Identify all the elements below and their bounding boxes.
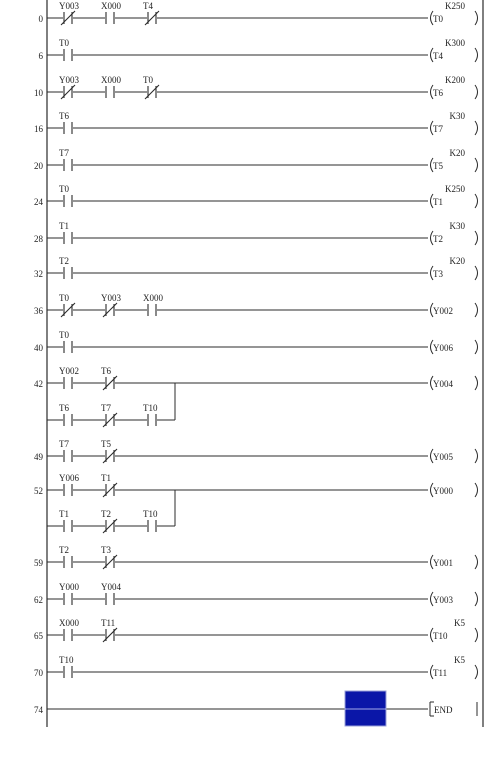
step-number: 65 — [34, 631, 43, 641]
timer-setting: K20 — [449, 148, 465, 158]
contact-label: T2 — [59, 545, 69, 555]
coil-label: Y002 — [433, 306, 453, 316]
rung-10[interactable] — [34, 75, 478, 99]
contact-no[interactable] — [101, 1, 121, 24]
coil-label: T4 — [433, 51, 443, 61]
cursor-highlight — [345, 691, 386, 726]
contact-label: T10 — [59, 655, 74, 665]
coil-Y004[interactable] — [431, 376, 478, 390]
contact-label: Y003 — [59, 1, 79, 11]
contact-label: X000 — [143, 293, 163, 303]
contact-label: T2 — [59, 256, 69, 266]
contact-label: T0 — [59, 330, 69, 340]
contact-no[interactable] — [143, 403, 158, 426]
contact-nc[interactable] — [101, 439, 117, 463]
contact-no[interactable] — [59, 221, 72, 244]
contact-nc[interactable] — [101, 509, 117, 533]
rung-52[interactable] — [34, 473, 478, 533]
coil-T6[interactable] — [431, 75, 478, 99]
coil-Y006[interactable] — [431, 340, 478, 354]
contact-label: X000 — [101, 1, 121, 11]
contact-label: Y006 — [59, 473, 79, 483]
rung-20[interactable] — [34, 148, 478, 172]
coil-T1[interactable] — [431, 184, 478, 208]
step-number: 52 — [34, 486, 43, 496]
step-number: 6 — [38, 51, 43, 61]
contact-no[interactable] — [59, 618, 79, 641]
step-number: 36 — [34, 306, 43, 316]
coil-label: Y000 — [433, 486, 453, 496]
rung-42[interactable] — [34, 366, 478, 427]
contact-label: Y002 — [59, 366, 79, 376]
contact-label: T0 — [143, 75, 153, 85]
rung-28[interactable] — [34, 221, 478, 245]
rung-62[interactable] — [34, 582, 478, 606]
contact-no[interactable] — [59, 655, 74, 678]
rung-49[interactable] — [34, 439, 478, 463]
contact-label: T1 — [59, 509, 69, 519]
contact-no[interactable] — [59, 509, 72, 532]
coil-label: T6 — [433, 88, 443, 98]
step-number: 70 — [34, 668, 43, 678]
contact-nc[interactable] — [101, 545, 117, 569]
coil-T3[interactable] — [431, 256, 478, 280]
contact-no[interactable] — [143, 293, 163, 316]
coil-label: Y001 — [433, 558, 453, 568]
coil-paren-right — [475, 665, 478, 679]
contact-label: T3 — [101, 545, 111, 555]
contact-no[interactable] — [59, 366, 79, 389]
rung-65[interactable] — [34, 618, 478, 642]
coil-label: T11 — [433, 668, 448, 678]
step-number: 20 — [34, 161, 43, 171]
coil-T10[interactable] — [431, 618, 478, 642]
contact-nc[interactable] — [101, 293, 121, 317]
contact-no[interactable] — [59, 439, 72, 462]
coil-paren-right — [475, 592, 478, 606]
contact-nc[interactable] — [101, 618, 117, 642]
step-number: 24 — [34, 197, 43, 207]
contact-no[interactable] — [101, 75, 121, 98]
contact-label: T1 — [59, 221, 69, 231]
coil-label: T3 — [433, 269, 443, 279]
rung-36[interactable] — [34, 293, 478, 317]
rung-16[interactable] — [34, 111, 478, 135]
contact-label: T6 — [59, 403, 69, 413]
contact-nc[interactable] — [59, 75, 79, 99]
timer-setting: K250 — [445, 184, 465, 194]
rung-list — [34, 1, 478, 726]
contact-nc[interactable] — [143, 75, 159, 99]
rung-32[interactable] — [34, 256, 478, 280]
coil-paren-right — [475, 158, 478, 172]
contact-no[interactable] — [143, 509, 158, 532]
contact-no[interactable] — [59, 473, 79, 496]
contact-nc[interactable] — [101, 403, 117, 427]
contact-nc[interactable] — [59, 293, 75, 317]
contact-no[interactable] — [59, 330, 72, 353]
coil-T4[interactable] — [431, 38, 478, 62]
rung-0[interactable] — [39, 1, 478, 25]
step-number: 62 — [34, 595, 43, 605]
coil-paren-right — [475, 340, 478, 354]
step-number: 16 — [34, 124, 43, 134]
coil-label: T5 — [433, 161, 443, 171]
coil-T0[interactable] — [431, 1, 478, 25]
timer-setting: K250 — [445, 1, 465, 11]
contact-no[interactable] — [59, 545, 72, 568]
contact-label: Y000 — [59, 582, 79, 592]
timer-setting: K30 — [449, 111, 465, 121]
timer-setting: K20 — [449, 256, 465, 266]
contact-nc[interactable] — [143, 1, 159, 25]
step-number: 49 — [34, 452, 43, 462]
rung-40[interactable] — [34, 330, 478, 354]
coil-paren-right — [475, 194, 478, 208]
step-number: 74 — [34, 705, 43, 715]
coil-label: Y006 — [433, 343, 453, 353]
contact-no[interactable] — [59, 582, 79, 605]
step-number: 42 — [34, 379, 43, 389]
contact-label: T0 — [59, 293, 69, 303]
timer-setting: K30 — [449, 221, 465, 231]
contact-label: T10 — [143, 509, 158, 519]
contact-no[interactable] — [101, 582, 121, 605]
contact-no[interactable] — [59, 403, 72, 426]
coil-T5[interactable] — [431, 148, 478, 172]
coil-label: T10 — [433, 631, 448, 641]
contact-label: T0 — [59, 184, 69, 194]
timer-setting: K5 — [454, 655, 465, 665]
contact-no[interactable] — [59, 256, 72, 279]
contact-label: Y004 — [101, 582, 121, 592]
coil-Y003[interactable] — [431, 592, 478, 606]
step-number: 10 — [34, 88, 43, 98]
contact-label: T1 — [101, 473, 111, 483]
coil-Y005[interactable] — [431, 449, 478, 463]
coil-T2[interactable] — [431, 221, 478, 245]
step-number: 59 — [34, 558, 43, 568]
coil-paren-right — [475, 231, 478, 245]
coil-label: Y005 — [433, 452, 453, 462]
contact-nc[interactable] — [101, 473, 117, 497]
contact-no[interactable] — [59, 38, 72, 61]
coil-paren-right — [475, 266, 478, 280]
contact-label: Y003 — [59, 75, 79, 85]
coil-label: T7 — [433, 124, 443, 134]
coil-paren-right — [475, 483, 478, 497]
coil-paren-right — [475, 303, 478, 317]
coil-paren-right — [475, 48, 478, 62]
coil-paren-right — [475, 85, 478, 99]
timer-setting: K200 — [445, 75, 465, 85]
contact-label: T4 — [143, 1, 153, 11]
timer-setting: K300 — [445, 38, 465, 48]
coil-paren-right — [475, 376, 478, 390]
coil-label: T2 — [433, 234, 443, 244]
contact-no[interactable] — [59, 111, 72, 134]
step-number: 40 — [34, 343, 43, 353]
timer-setting: K5 — [454, 618, 465, 628]
contact-label: T6 — [101, 366, 111, 376]
contact-no[interactable] — [59, 184, 72, 207]
contact-label: T2 — [101, 509, 111, 519]
coil-T7[interactable] — [431, 111, 478, 135]
rung-59[interactable] — [34, 545, 478, 569]
contact-label: T10 — [143, 403, 158, 413]
coil-label: Y004 — [433, 379, 453, 389]
coil-paren-right — [475, 628, 478, 642]
rung-74[interactable] — [34, 691, 477, 726]
contact-label: Y003 — [101, 293, 121, 303]
end-instruction-label: END — [434, 705, 453, 715]
coil-paren-right — [475, 449, 478, 463]
coil-Y002[interactable] — [431, 303, 478, 317]
rung-6[interactable] — [39, 38, 478, 62]
contact-no[interactable] — [59, 148, 72, 171]
contact-nc[interactable] — [59, 1, 79, 25]
coil-label: T0 — [433, 14, 443, 24]
contact-label: T6 — [59, 111, 69, 121]
contact-label: T7 — [59, 148, 69, 158]
coil-paren-right — [475, 555, 478, 569]
coil-Y001[interactable] — [431, 555, 478, 569]
contact-label: T7 — [101, 403, 111, 413]
contact-label: T0 — [59, 38, 69, 48]
coil-paren-right — [475, 11, 478, 25]
coil-T11[interactable] — [431, 655, 478, 679]
rung-24[interactable] — [34, 184, 478, 208]
contact-label: X000 — [101, 75, 121, 85]
coil-label: T1 — [433, 197, 443, 207]
contact-label: T7 — [59, 439, 69, 449]
step-number: 0 — [38, 14, 43, 24]
coil-label: Y003 — [433, 595, 453, 605]
step-number: 32 — [34, 269, 43, 279]
step-number: 28 — [34, 234, 43, 244]
rung-70[interactable] — [34, 655, 478, 679]
contact-nc[interactable] — [101, 366, 117, 390]
contact-label: T5 — [101, 439, 111, 449]
coil-paren-right — [475, 121, 478, 135]
contact-label: T11 — [101, 618, 116, 628]
contact-label: X000 — [59, 618, 79, 628]
coil-Y000[interactable] — [431, 483, 478, 497]
